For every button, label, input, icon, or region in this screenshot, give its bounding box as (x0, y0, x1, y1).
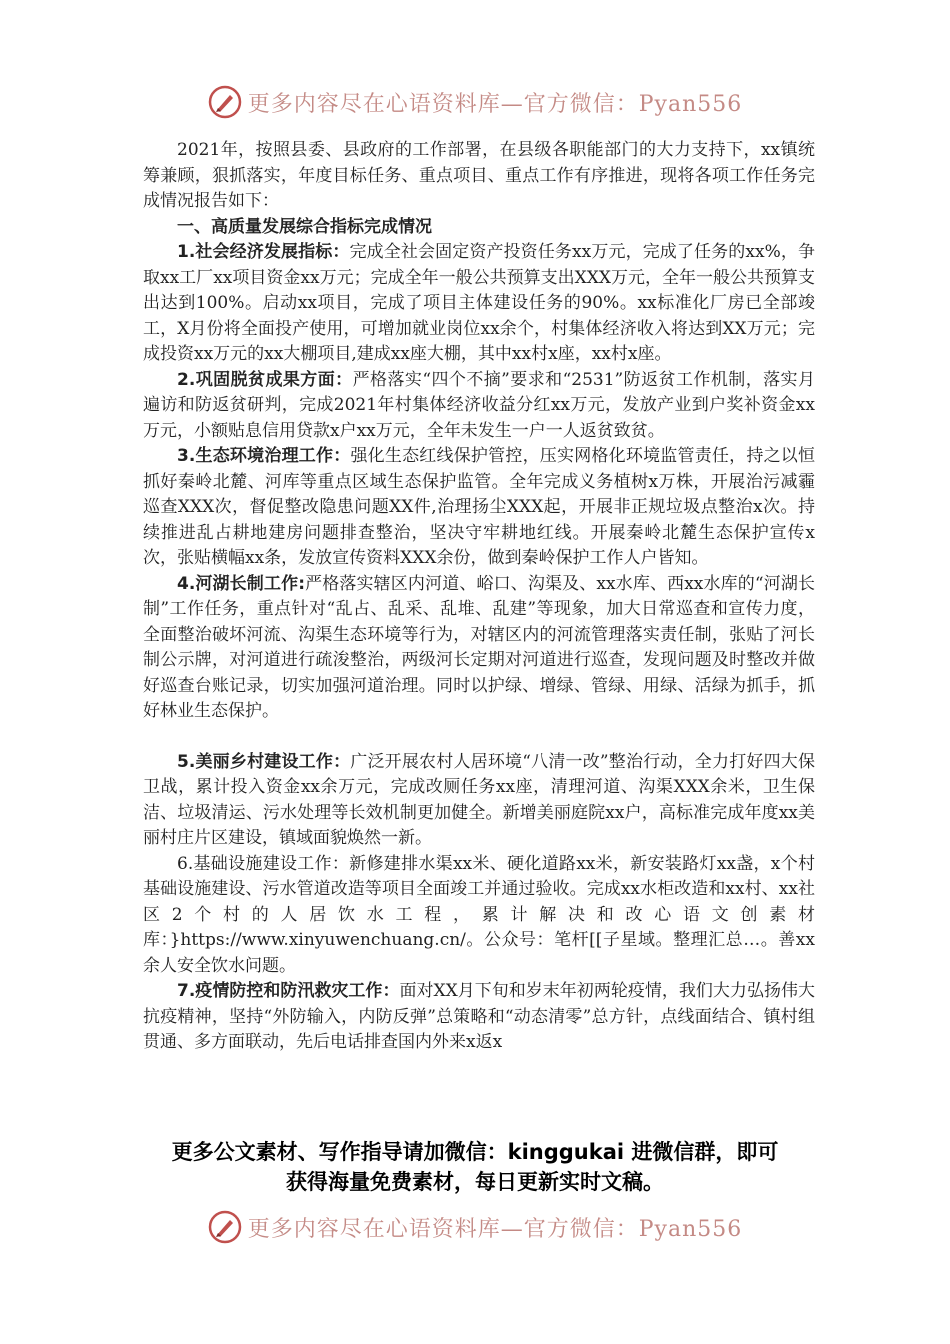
pen-logo-icon (208, 85, 242, 119)
header-watermark (0, 82, 950, 122)
promo-line-2: 获得海量免费素材，每日更新实时文稿。 (286, 1170, 664, 1194)
item-4-title: 4.河湖长制工作: (177, 573, 306, 594)
item-3-body: 强化生态红线保护管控，压实网格化环境监管责任，持之以恒抓好秦岭北麓、河库等重点区域生态保护监管。全年完成义务植树x万株，开展治污减霾巡查XXX次，督促整改隐患问题XX件,治理扬尘XXX起，开展非正规垃圾点整治x次。持续推进乱占耕地建房问题排查整治，坚决守牢耕地红线。开展秦岭北麓生态保护宣传x次，张贴横幅xx条，发放宣传资料XXX余份，做到秦岭保护工作人户皆知。 (143, 446, 815, 568)
document-body (143, 138, 815, 1056)
item-2-body: 严格落实“四个不摘”要求和“2531”防返贫工作机制，落实月遍访和防返贫研判，完成2021年村集体经济收益分红xx万元，发放产业到户奖补资金xx万元，小额贴息信用贷款x户xx万元，全年未发生一户一人返贫致贫。 (143, 369, 815, 441)
item-1-title: 1.社会经济发展指标： (177, 242, 350, 262)
item-7-body: 面对XX月下旬和岁末年初两轮疫情，我们大力弘扬伟大抗疫精神，坚持“外防输入，内防反弹”总策略和“动态清零”总方针，点线面结合、镇村组贯通、多方面联动，先后电话排查国内外来x返x (143, 981, 815, 1052)
item-3-paragraph (143, 444, 815, 572)
item-6-paragraph: 6.基础设施建设工作：新修建排水渠xx米、硬化道路xx米，新安装路灯xx盏，x个村基础设施建设、污水管道改造等项目全面竣工并通过验收。完成xx水柜改造和xx村、xx社区2个村的人居饮水工程，累计解决和改心语文创素材库：}https://www.xinyuwenchuang.cn/。公众号：笔杆[[子星域。整理汇总…。善xx余人安全饮水问题。 (143, 853, 815, 976)
item-2-title: 2.巩固脱贫成果方面： (177, 369, 353, 390)
item-5-title: 5.美丽乡村建设工作： (177, 751, 351, 772)
item-5-paragraph (143, 750, 815, 852)
item-5-body: 广泛开展农村人居环境“八清一改”整治行动，全力打好四大保卫战，累计投入资金xx余万元，完成改厕任务xx座，清理河道、沟渠XXX余米，卫生保洁、垃圾清运、污水处理等长效机制更加健全。新增美丽庭院xx户，高标准完成年度xx美丽村庄片区建设，镇域面貌焕然一新。 (143, 751, 815, 848)
promo-banner (0, 1137, 950, 1197)
intro-paragraph: 2021年，按照县委、县政府的工作部署，在县级各职能部门的大力支持下，xx镇统筹兼顾，狠抓落实，年度目标任务、重点项目、重点工作有序推进，现将各项工作任务完成情况报告如下： (143, 140, 815, 211)
item-1-body: 完成全社会固定资产投资任务xx万元，完成了任务的xx%，争取xx工厂xx项目资金xx万元；完成全年一般公共预算支出XXX万元，全年一般公共预算支出达到100%。启动xx项目，完成了项目主体建设任务的90%。xx标准化厂房已全部竣工，X月份将全面投产使用，可增加就业岗位xx余个，村集体经济收入将达到XX万元；完成投资xx万元的xx大棚项目,建成xx座大棚，其中xx村x座，xx村x座。 (143, 242, 816, 364)
item-3-title: 3.生态环境治理工作： (177, 446, 351, 466)
promo-line-1: 更多公文素材、写作指导请加微信：kinggukai 进微信群，即可 (171, 1140, 779, 1164)
item-1-paragraph (143, 240, 815, 368)
watermark-text: 更多内容尽在心语资料库—官方微信：Pyan556 (247, 1216, 743, 1242)
pen-logo-icon (208, 1210, 242, 1244)
item-2-paragraph (143, 368, 815, 445)
item-4-body: 严格落实辖区内河道、峪口、沟渠及、xx水库、西xx水库的“河湖长制”工作任务，重点针对“乱占、乱采、乱堆、乱建”等现象，加大日常巡查和宣传力度，全面整治破坏河流、沟渠生态环境等行为，对辖区内的河流管理落实责任制，张贴了河长制公示牌，对河道进行疏浚整治，两级河长定期对河道进行巡查，发现问题及时整改并做好巡查台账记录，切实加强河道治理。同时以护绿、增绿、管绿、用绿、活绿为抓手，抓好林业生态保护。 (143, 573, 815, 721)
section-heading: 一、高质量发展综合指标完成情况 (177, 216, 432, 237)
footer-watermark (0, 1207, 950, 1247)
watermark-text: 更多内容尽在心语资料库—官方微信：Pyan556 (247, 91, 743, 117)
item-4-paragraph (143, 572, 815, 725)
item-7-paragraph (143, 979, 815, 1056)
item-7-title: 7.疫情防控和防汛救灾工作： (177, 981, 400, 1001)
